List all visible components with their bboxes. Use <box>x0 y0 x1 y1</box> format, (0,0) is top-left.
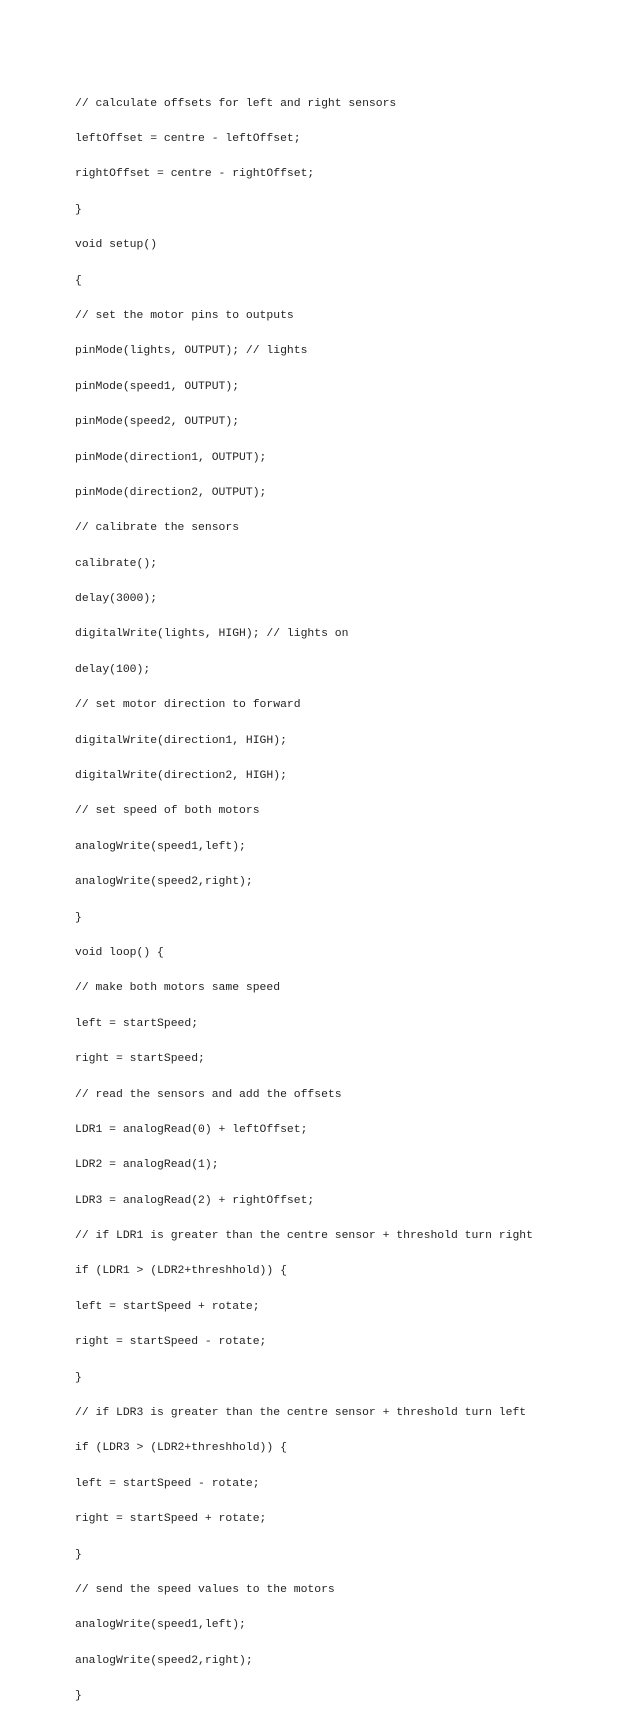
code-line: // set the motor pins to outputs <box>75 309 294 322</box>
code-line: // if LDR1 is greater than the centre sensor + threshold turn right <box>75 1230 533 1243</box>
code-line: // calculate offsets for left and right sensors <box>75 97 397 110</box>
code-line: // make both motors same speed <box>75 982 281 995</box>
code-line: pinMode(speed2, OUTPUT); <box>75 416 240 429</box>
code-line: } <box>75 911 82 924</box>
code-line: } <box>75 203 82 216</box>
code-line: // send the speed values to the motors <box>75 1584 335 1596</box>
code-line: } <box>75 1690 82 1703</box>
code-line: void setup() <box>75 239 158 252</box>
code-line: left = startSpeed - rotate; <box>75 1477 260 1490</box>
code-line: } <box>75 1371 82 1384</box>
code-line: left = startSpeed; <box>75 1017 199 1030</box>
code-line: // read the sensors and add the offsets <box>75 1088 342 1101</box>
code-line: right = startSpeed + rotate; <box>75 1513 267 1526</box>
code-line: rightOffset = centre - rightOffset; <box>75 168 315 181</box>
code-line: digitalWrite(direction2, HIGH); <box>75 770 287 783</box>
code-line: left = startSpeed + rotate; <box>75 1300 260 1313</box>
code-line: analogWrite(speed1,left); <box>75 840 246 853</box>
code-line: // set speed of both motors <box>75 805 260 818</box>
code-line: // calibrate the sensors <box>75 522 240 535</box>
code-line: pinMode(direction1, OUTPUT); <box>75 451 267 464</box>
code-line: analogWrite(speed1,left); <box>75 1619 246 1632</box>
code-line: LDR2 = analogRead(1); <box>75 1159 219 1172</box>
code-line: pinMode(speed1, OUTPUT); <box>75 380 240 393</box>
code-line: right = startSpeed; <box>75 1053 205 1066</box>
code-line: LDR1 = analogRead(0) + leftOffset; <box>75 1123 308 1136</box>
code-line: calibrate(); <box>75 557 158 570</box>
code-line: } <box>75 1548 82 1561</box>
code-line: LDR3 = analogRead(2) + rightOffset; <box>75 1194 315 1207</box>
code-line: delay(3000); <box>75 593 158 606</box>
code-line: if (LDR3 > (LDR2+threshhold)) { <box>75 1442 287 1455</box>
code-line: delay(100); <box>75 663 151 676</box>
code-line: right = startSpeed - rotate; <box>75 1336 267 1349</box>
code-line: pinMode(direction2, OUTPUT); <box>75 486 267 499</box>
code-line: digitalWrite(direction1, HIGH); <box>75 734 287 747</box>
code-line: analogWrite(speed2,right); <box>75 876 253 889</box>
code-line: pinMode(lights, OUTPUT); // lights <box>75 345 308 358</box>
code-line: { <box>75 274 82 287</box>
code-line: // set motor direction to forward <box>75 699 301 712</box>
code-line: if (LDR1 > (LDR2+threshhold)) { <box>75 1265 287 1278</box>
code-line: void loop() { <box>75 946 164 959</box>
code-line: analogWrite(speed2,right); <box>75 1654 253 1667</box>
code-line: // if LDR3 is greater than the centre sensor + threshold turn left <box>75 1407 527 1420</box>
code-line: digitalWrite(lights, HIGH); // lights on <box>75 628 349 641</box>
code-listing <box>75 75 615 1727</box>
code-line: leftOffset = centre - leftOffset; <box>75 132 301 145</box>
